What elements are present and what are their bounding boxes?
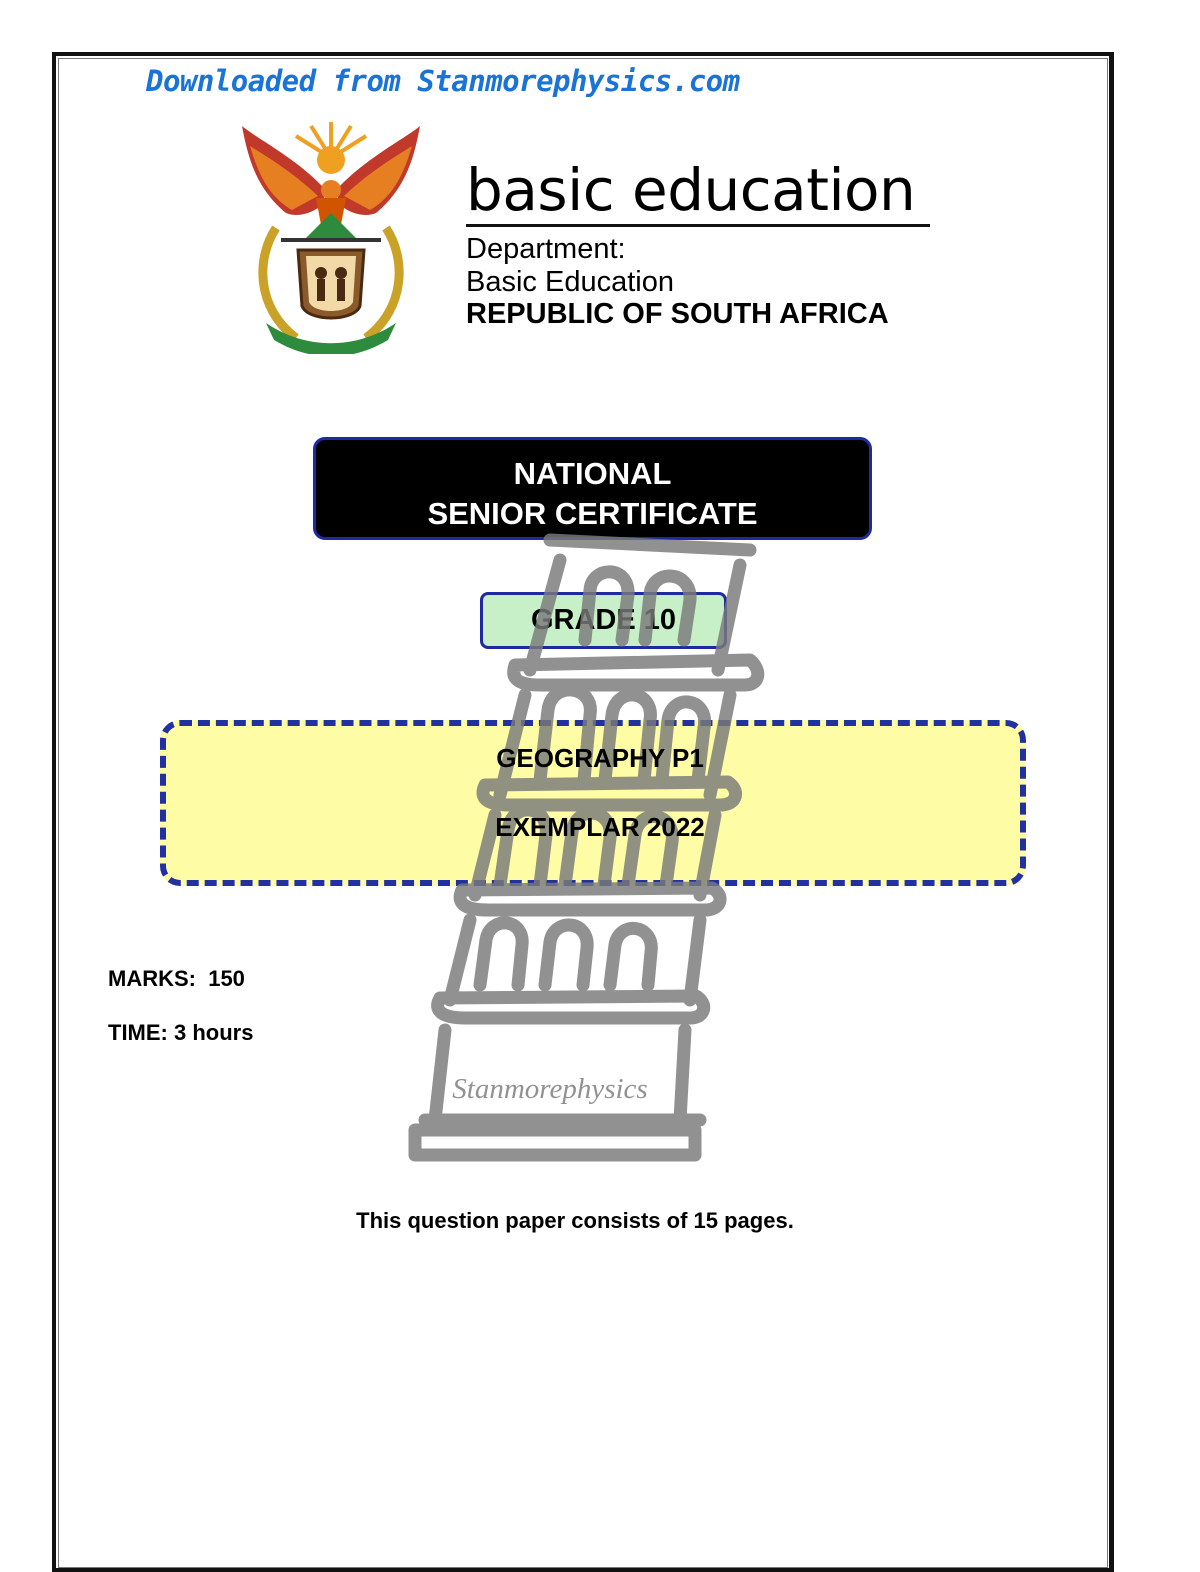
certificate-line-1: NATIONAL	[513, 456, 672, 491]
leaning-tower-icon	[400, 520, 780, 1170]
time-label: TIME: 3 hours	[108, 1020, 254, 1045]
subject-edition: EXEMPLAR 2022	[495, 812, 705, 842]
coat-of-arms-icon	[236, 118, 426, 354]
brand-title: basic education	[466, 156, 916, 224]
department-label: Department:	[466, 233, 626, 265]
page-count-note: This question paper consists of 15 pages.	[356, 1208, 794, 1233]
subject-name: GEOGRAPHY P1	[496, 743, 704, 773]
country-name: REPUBLIC OF SOUTH AFRICA	[466, 298, 889, 330]
marks-label: MARKS: 150	[108, 966, 245, 991]
brand-divider	[466, 224, 930, 227]
department-name: Basic Education	[466, 266, 674, 298]
certificate-line-2: SENIOR CERTIFICATE	[427, 496, 758, 531]
grade-badge: GRADE 10	[480, 592, 727, 649]
watermark-text: Stanmorephysics	[452, 1073, 648, 1105]
download-source-text: Downloaded from Stanmorephysics.com	[146, 64, 740, 98]
